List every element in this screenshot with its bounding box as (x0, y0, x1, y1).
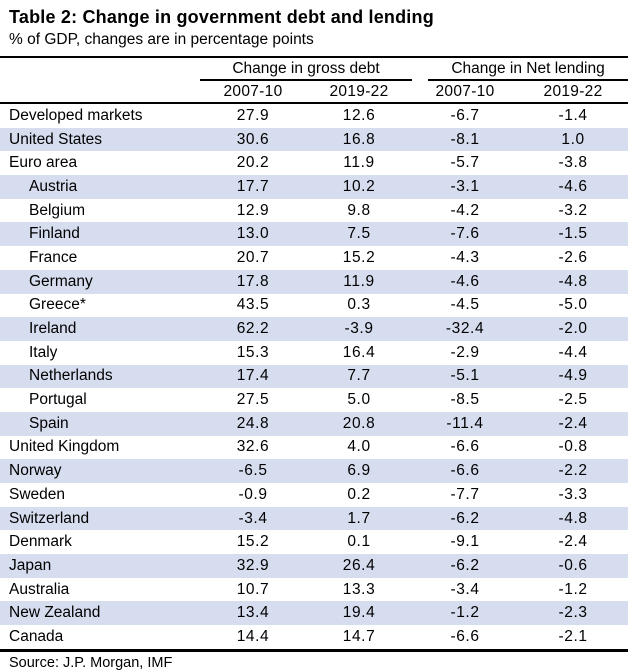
cell-value: 9.8 (347, 201, 371, 219)
cell-value: -2.5 (558, 391, 588, 409)
cell-value: 1.7 (347, 509, 371, 527)
cell-value: -6.2 (450, 556, 480, 574)
cell-value: -7.6 (450, 225, 480, 243)
table-row (0, 578, 628, 602)
table-header (0, 58, 628, 103)
debt-lending-table (0, 58, 628, 652)
row-label: Austria (29, 177, 78, 195)
cell-value: 6.9 (347, 462, 371, 480)
cell-value: 27.9 (236, 106, 270, 124)
cell-value: 13.4 (236, 604, 270, 622)
cell-value: 19.4 (342, 604, 376, 622)
cell-value: 20.7 (236, 248, 270, 266)
cell-value: 43.5 (236, 296, 270, 314)
cell-value: -4.6 (558, 177, 588, 195)
cell-value: 15.3 (236, 343, 270, 361)
cell-value: 15.2 (236, 533, 270, 551)
cell-value: -3.3 (558, 485, 588, 503)
table-row (0, 436, 628, 460)
cell-value: -6.6 (412, 625, 518, 650)
table-title: Table 2: Change in government debt and lending (9, 7, 434, 27)
cell-value: -8.1 (450, 130, 480, 148)
row-label: Denmark (9, 533, 72, 551)
row-label: Developed markets (9, 106, 143, 124)
cell-value: 7.5 (347, 225, 371, 243)
column-group-net-lending: Change in Net lending (428, 58, 628, 81)
cell-value: 11.9 (343, 272, 375, 290)
table-row (0, 459, 628, 483)
cell-value: 10.7 (236, 580, 270, 598)
cell-value: -6.6 (450, 438, 480, 456)
empty-corner-cell (0, 81, 200, 103)
table-row (0, 388, 628, 412)
table-row (0, 365, 628, 389)
cell-value: -8.5 (450, 391, 480, 409)
cell-value: 10.2 (342, 177, 376, 195)
cell-value: -4.6 (450, 272, 480, 290)
cell-value: -4.3 (450, 248, 480, 266)
cell-value: -0.8 (558, 438, 588, 456)
cell-value: -1.4 (558, 106, 588, 124)
cell-value: 14.4 (200, 625, 306, 650)
cell-value: -3.4 (238, 509, 268, 527)
cell-value: -3.2 (558, 201, 588, 219)
table-row (0, 175, 628, 199)
row-label: Netherlands (29, 367, 113, 385)
cell-value: -2.1 (518, 625, 628, 650)
cell-value: -2.0 (558, 320, 588, 338)
cell-value: -6.2 (450, 509, 480, 527)
cell-value: -6.6 (450, 462, 480, 480)
cell-value: -2.4 (558, 414, 588, 432)
cell-value: -6.5 (238, 462, 268, 480)
cell-value: 13.3 (342, 580, 376, 598)
cell-value: -1.2 (558, 580, 588, 598)
cell-value: -0.6 (558, 556, 588, 574)
row-label: United States (9, 130, 103, 148)
table-row (0, 507, 628, 531)
table-row (0, 270, 628, 294)
cell-value: -7.7 (450, 485, 480, 503)
cell-value: 12.6 (342, 106, 376, 124)
table-row (0, 103, 628, 128)
row-label: Euro area (9, 154, 78, 172)
cell-value: -11.4 (446, 414, 484, 432)
row-label: Greece* (29, 296, 86, 314)
cell-value: -2.2 (558, 462, 588, 480)
table-row (0, 412, 628, 436)
table-row (0, 294, 628, 318)
cell-value: -3.1 (450, 177, 480, 195)
column-header-gross-2019-22: 2019-22 (306, 81, 412, 103)
table-row (0, 341, 628, 365)
cell-value: -5.7 (450, 154, 480, 172)
source-note: Source: J.P. Morgan, IMF (9, 654, 173, 671)
table-row (0, 625, 628, 650)
table-row (0, 222, 628, 246)
cell-value: -2.4 (558, 533, 588, 551)
cell-value: 32.6 (236, 438, 270, 456)
cell-value: 26.4 (342, 556, 376, 574)
cell-value: -4.8 (558, 272, 588, 290)
cell-value: 17.8 (236, 272, 270, 290)
cell-value: -6.7 (450, 106, 480, 124)
cell-value: 20.8 (342, 414, 376, 432)
cell-value: 0.1 (347, 533, 371, 551)
table-row (0, 554, 628, 578)
cell-value: -5.0 (558, 296, 588, 314)
cell-value: 0.2 (347, 485, 371, 503)
table-row (0, 483, 628, 507)
cell-value: 62.2 (236, 320, 270, 338)
cell-value: 11.9 (343, 154, 375, 172)
cell-value: 16.8 (342, 130, 376, 148)
row-label: Australia (9, 580, 70, 598)
cell-value: 15.2 (342, 248, 376, 266)
row-label: Norway (9, 462, 62, 480)
cell-value: 1.0 (561, 130, 585, 148)
table-subtitle: % of GDP, changes are in percentage points (0, 28, 628, 58)
empty-corner-cell (0, 58, 200, 81)
cell-value: 7.7 (347, 367, 371, 385)
cell-value: -0.9 (238, 485, 268, 503)
row-label: Ireland (29, 320, 77, 338)
cell-value: 24.8 (236, 414, 270, 432)
row-label: Italy (29, 343, 58, 361)
cell-value: -4.5 (450, 296, 480, 314)
row-label: New Zealand (9, 604, 101, 622)
row-label: Belgium (29, 201, 85, 219)
column-header-gross-2007-10: 2007-10 (200, 81, 306, 103)
cell-value: 32.9 (236, 556, 270, 574)
cell-value: -1.2 (450, 604, 480, 622)
row-label: Portugal (29, 391, 87, 409)
table-row (0, 530, 628, 554)
cell-value: 13.0 (236, 225, 270, 243)
cell-value: -4.9 (558, 367, 588, 385)
year-header-row (0, 81, 628, 103)
cell-value: 17.4 (236, 367, 270, 385)
cell-value: 16.4 (342, 343, 376, 361)
row-label: Sweden (9, 485, 66, 503)
cell-value: 12.9 (236, 201, 270, 219)
group-header-row (0, 58, 628, 81)
cell-value: 27.5 (236, 391, 270, 409)
cell-value: 4.0 (347, 438, 371, 456)
table-row (0, 317, 628, 341)
cell-value: 30.6 (236, 130, 270, 148)
cell-value: -4.8 (558, 509, 588, 527)
row-label: Switzerland (9, 509, 90, 527)
row-label: Spain (29, 414, 69, 432)
table-row (0, 246, 628, 270)
cell-value: -4.2 (450, 201, 480, 219)
cell-value: -4.4 (558, 343, 588, 361)
cell-value: -9.1 (450, 533, 480, 551)
cell-value: -3.9 (344, 320, 374, 338)
cell-value: 17.7 (236, 177, 270, 195)
row-label: United Kingdom (9, 438, 120, 456)
cell-value: -3.8 (558, 154, 588, 172)
cell-value: 14.7 (306, 625, 412, 650)
cell-value: -1.5 (558, 225, 588, 243)
column-header-net-2019-22: 2019-22 (518, 81, 628, 103)
row-label: Canada (0, 625, 200, 650)
cell-value: 20.2 (236, 154, 270, 172)
column-group-gross-debt: Change in gross debt (200, 58, 412, 81)
cell-value: -2.6 (558, 248, 588, 266)
row-label: Germany (29, 272, 93, 290)
cell-value: -2.9 (450, 343, 480, 361)
cell-value: -5.1 (450, 367, 480, 385)
cell-value: -3.4 (450, 580, 480, 598)
row-label: France (29, 248, 78, 266)
column-header-net-2007-10: 2007-10 (412, 81, 518, 103)
table-row (0, 128, 628, 152)
table-row (0, 601, 628, 625)
table-row (0, 199, 628, 223)
table-row (0, 151, 628, 175)
row-label: Japan (9, 556, 52, 574)
cell-value: -2.3 (558, 604, 588, 622)
cell-value: -32.4 (445, 320, 485, 338)
cell-value: 5.0 (347, 391, 371, 409)
cell-value: 0.3 (347, 296, 371, 314)
row-label: Finland (29, 225, 80, 243)
table-body (0, 103, 628, 650)
